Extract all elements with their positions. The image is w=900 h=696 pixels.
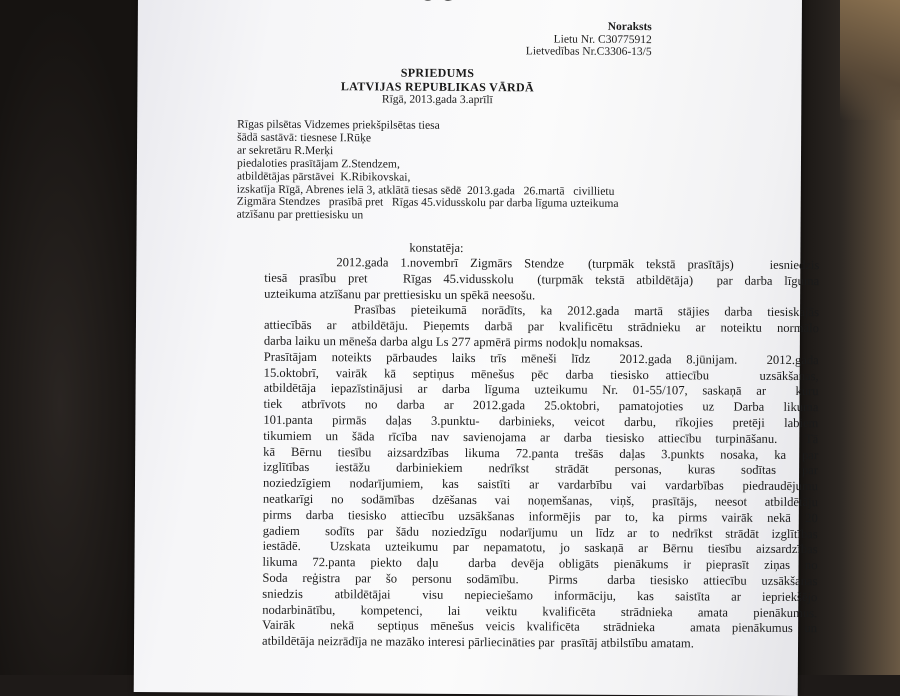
document-page [134,0,820,696]
record-number: Lietvedības Nr.C3306-13/5 [525,45,652,59]
background-corner [840,0,900,120]
intro-line: atbildētājas pārstāvei K.Ribikovskai, [236,169,411,184]
body-line: neatkarīgi no sodāmības dzēšanas vai noņemšanas, viņš, prasītājs, neesot atbildētāju [262,491,818,510]
background-left [0,0,150,675]
court-composition [237,119,738,225]
body-line: uzteikuma atzīšanu par prettiesisku un spēkā neesošu. [264,286,536,302]
body-line: izglītības iestāžu darbiniekiem nedrīkst strādāt personas, kuras sodītas par [263,460,819,478]
body-line: sniedzis atbildētājai visu nepieciešamo informāciju, kas saistīta ar iepriekšējo [262,586,818,604]
intro-line: piedaloties prasītājam Z.Stendzem, [236,156,400,171]
body-line: Soda reģistra par šo personu sodāmību. Pirms darba tiesisko attiecību uzsākšanas [262,570,818,589]
intro-line: Zigmāra Stendzes prasībā pret Rīgas 45.vidusskolu par darba līguma uzteikuma [236,195,619,211]
body-line: kā Bērnu tiesību aizsardzības likuma 72.panta trešās daļas 3.punkts nosaka, ka par [263,444,819,462]
body-line: atbildētāja iepazīstinājusi ar darba līguma uzteikumu Nr. 01-55/107, saskaņā ar kuru [263,381,819,399]
body-line: 2012.gada 1.novembrī Zigmārs Stendze (turpmāk tekstā prasītājs) iesniedzis [264,254,820,273]
body-line: tiek atbrīvots no darba ar 2012.gada 25.oktobri, pamatojoties uz Darba likuma [263,396,819,415]
body-line: gadiem sodīts par šādu noziedzīgu nodarījumu un līdz ar to nedrīkst strādāt izglītības [262,523,818,541]
body-line: tiesā prasību pret Rīgas 45.vidusskolu (turpmāk tekstā atbildētāja) par darba līguma [264,270,820,288]
intro-line: ar sekretāru R.Merķi [237,143,334,157]
document-title: SPRIEDUMS [400,65,475,81]
body-line: likuma 72.panta piekto daļu darba devēja obligāts pienākums ir pieprasīt ziņas no [262,554,818,573]
coat-of-arms-icon [416,0,460,4]
judgment-body [262,255,819,653]
body-line: iestādē. Uzskata uzteikumu par nepamatotu, jo saskaņā ar Bērnu tiesību aizsardzības [262,539,818,557]
body-line: noziedzīgiem nodarījumiem, kas saistīti ar vardarbību vai vardarbības piedraudējumu [262,475,819,494]
body-line: Vairāk nekā septiņus mēnešus veicis kvalificēta strādnieka amata pienākumus un [262,618,818,636]
body-line: atbildētāja neizrādīja ne mazāko interesi pārliecināties par prasītāj atbilstību amatam. [262,633,694,651]
document-copy-label: Noraksts [607,20,652,34]
case-number: Lietu Nr. C30775912 [553,33,652,47]
intro-line: šādā sastāvā: tiesnese I.Rūķe [237,130,372,145]
intro-line: atzīšanu par prettiesisku un [236,207,364,222]
body-line: darba laiku un mēneša darba algu Ls 277 apmērā pirms nodokļu nomaksas. [263,333,644,351]
section-heading-konstateja: konstatēja: [409,240,464,255]
body-line: tikumiem un šāda rīcība nav savienojama ar darba tiesisko attiecību turpināšanu. Tā [263,428,819,446]
place-date: Rīgā, 2013.gada 3.aprīlī [381,93,493,107]
body-line: 101.panta pirmās daļas 3.punktu- darbinieks, veicot darbu, rīkojies pretēji labiem [263,412,819,431]
intro-line: Rīgas pilsētas Vidzemes priekšpilsētas tiesa [237,117,440,132]
body-line: nodarbinātību, kompetenci, lai veiktu kvalificēta strādnieka amata pienākumus. [262,602,818,620]
body-line: 15.oktobrī, vairāk kā septiņus mēnešus pēc darba tiesisko attiecību uzsākšanas, [263,365,819,383]
body-line: attiecībās ar atbildētāju. Pieņemts darbā par kvalificētu strādnieku ar noteiktu normālo [263,317,820,336]
body-line: Prasītājam noteikts pārbaudes laiks trīs mēneši līdz 2012.gada 8.jūnijam. 2012.gada [263,349,819,367]
body-line: Prasības pieteikumā norādīts, ka 2012.gada martā stājies darba tiesiskajās [264,302,820,320]
body-line: pirms darba tiesisko attiecību uzsākšanas informējis par to, ka pirms vairāk nekā 20 [262,507,818,525]
document-subtitle: LATVIJAS REPUBLIKAS VĀRDĀ [340,79,535,95]
intro-line: izskatīja Rīgā, Abrenes ielā 3, atklātā tiesas sēdē 2013.gada 26.martā civillietu [236,182,615,198]
